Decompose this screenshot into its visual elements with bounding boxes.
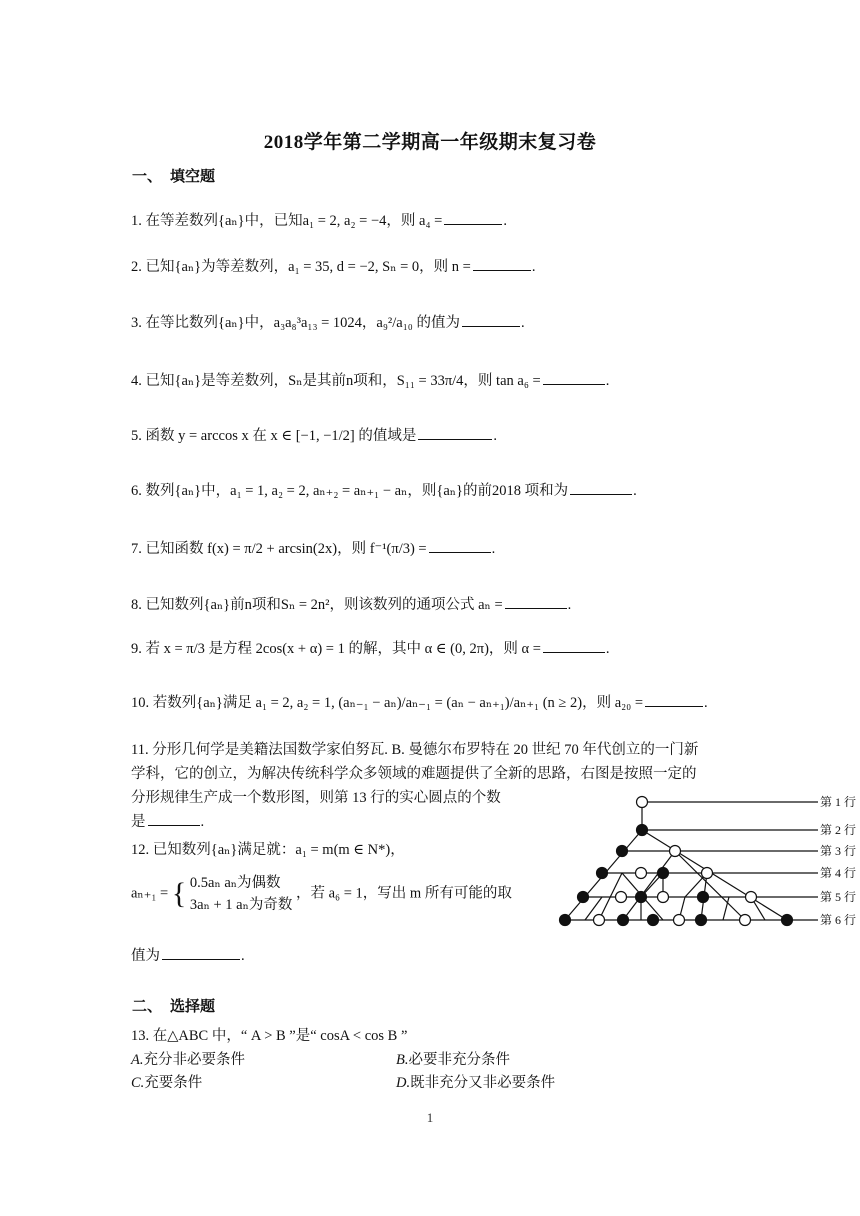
- question-text: 6. 数列{aₙ}中，a₁ = 1, a₂ = 2, aₙ₊₂ = aₙ₊₁ − aₙ，则{aₙ}的前2018 项和为: [131, 483, 569, 499]
- solid-dot: [658, 868, 669, 879]
- question-text: 7. 已知函数 f(x) = π/2 + arcsin(2x)，则 f⁻¹(π/3) =: [131, 541, 427, 557]
- question-4: 4. 已知{aₙ}是等差数列，Sₙ是其前n项和，S₁₁ = 33π/4，则 tan a₆ = .: [131, 370, 609, 391]
- answer-blank: [444, 210, 502, 225]
- formula-case-2: 3aₙ + 1 aₙ为奇数: [189, 897, 293, 913]
- question-text: 5. 函数 y = arccos x 在 x ∈ [−1, −1/2] 的值域是: [131, 428, 417, 444]
- option-d: D.既非充分又非必要条件: [396, 1075, 556, 1091]
- hollow-dot: [746, 892, 757, 903]
- answer-blank: [429, 538, 491, 553]
- brace-symbol: {: [171, 877, 187, 910]
- section-label: 填空题: [170, 169, 216, 185]
- row-label: 第 4 行: [820, 866, 857, 880]
- question-11: 11. 分形几何学是美籍法国数学家伯努瓦. B. 曼德尔布罗特在 20 世纪 70 年代创立的一门新 学科，它的创立，为解决传统科学众多领域的难题提供了全新的思路，右图是按照一定的 分形规律生产成一个数形图，则第 13 行的实心圆点的个数 是 .: [131, 738, 731, 834]
- hollow-dot: [637, 797, 648, 808]
- hollow-dot: [674, 915, 685, 926]
- question-text: 10. 若数列{aₙ}满足 a₁ = 2, a₂ = 1, (aₙ₋₁ − aₙ)/aₙ₋₁ = (aₙ − aₙ₊₁)/aₙ₊₁ (n ≥ 2)，则 a₂₀ =: [131, 695, 644, 711]
- option-c: C.充要条件: [131, 1075, 203, 1091]
- row-label: 第 3 行: [820, 844, 857, 858]
- hollow-dot: [594, 915, 605, 926]
- option-b: B.必要非充分条件: [396, 1052, 510, 1068]
- hollow-dot: [740, 915, 751, 926]
- hollow-dot: [616, 892, 627, 903]
- section-number: 二、: [132, 999, 163, 1015]
- question-11-line-4: 是: [131, 814, 146, 830]
- question-text: 9. 若 x = π/3 是方程 2cos(x + α) = 1 的解，其中 α ∈ (0, 2π)，则 α =: [131, 641, 541, 657]
- solid-dot: [637, 825, 648, 836]
- formula-cases: [190, 872, 292, 916]
- question-text: 3. 在等比数列{aₙ}中，a₃a₈³a₁₃ = 1024，a₉²/a₁₀ 的值为: [131, 315, 460, 331]
- answer-blank: [148, 811, 200, 826]
- answer-blank: [543, 638, 605, 653]
- hollow-dot: [636, 868, 647, 879]
- question-text: 2. 已知{aₙ}为等差数列，a₁ = 35, d = −2, Sₙ = 0，则 n =: [131, 259, 471, 275]
- question-1: 1. 在等差数列{aₙ}中，已知a₁ = 2, a₂ = −4，则 a₄ = .: [131, 210, 507, 231]
- formula-lhs: aₙ₊₁ =: [131, 885, 169, 902]
- answer-blank: [462, 312, 520, 327]
- answer-blank: [162, 945, 240, 960]
- question-6: 6. 数列{aₙ}中，a₁ = 1, a₂ = 2, aₙ₊₂ = aₙ₊₁ − aₙ，则{aₙ}的前2018 项和为 .: [131, 480, 637, 501]
- section-number: 一、: [132, 169, 163, 185]
- hollow-dot: [702, 868, 713, 879]
- answer-blank: [570, 480, 632, 495]
- solid-dot: [560, 915, 571, 926]
- answer-blank: [505, 594, 567, 609]
- row-label: 第 1 行: [820, 795, 857, 809]
- solid-dot: [597, 868, 608, 879]
- question-11-line-2: 学科，它的创立，为解决传统科学众多领域的难题提供了全新的思路，右图是按照一定的: [131, 766, 697, 782]
- question-5: 5. 函数 y = arccos x 在 x ∈ [−1, −1/2] 的值域是 .: [131, 425, 497, 446]
- question-3: 3. 在等比数列{aₙ}中，a₃a₈³a₁₃ = 1024，a₉²/a₁₀ 的值为 .: [131, 312, 525, 333]
- question-10: 10. 若数列{aₙ}满足 a₁ = 2, a₂ = 1, (aₙ₋₁ − aₙ)/aₙ₋₁ = (aₙ − aₙ₊₁)/aₙ₊₁ (n ≥ 2)，则 a₂₀ = .: [131, 692, 708, 713]
- answer-blank: [645, 692, 703, 707]
- option-a: A.充分非必要条件: [131, 1052, 245, 1068]
- page-title: 2018学年第二学期高一年级期末复习卷: [263, 132, 597, 153]
- question-13-stem: 13. 在△ABC 中，“ A > B ”是“ cosA < cos B ”: [131, 1028, 408, 1044]
- formula-case-1: 0.5aₙ aₙ为偶数: [189, 875, 281, 891]
- formula-tail: ，若 a₆ = 1，写出 m 所有可能的取: [296, 885, 512, 902]
- question-12-line-1: 12. 已知数列{aₙ}满足就：a₁ = m(m ∈ N*)，: [131, 842, 405, 858]
- question-text: 4. 已知{aₙ}是等差数列，Sₙ是其前n项和，S₁₁ = 33π/4，则 tan a₆ =: [131, 373, 541, 389]
- question-12-tail: 值为: [131, 948, 160, 964]
- solid-dot: [636, 892, 647, 903]
- answer-blank: [473, 256, 531, 271]
- solid-dot: [618, 915, 629, 926]
- section-multiple-choice: [132, 995, 215, 1016]
- section-label: 选择题: [170, 999, 216, 1015]
- solid-dot: [578, 892, 589, 903]
- question-9: 9. 若 x = π/3 是方程 2cos(x + α) = 1 的解，其中 α ∈ (0, 2π)，则 α = .: [131, 638, 610, 659]
- solid-dot: [648, 915, 659, 926]
- section-fill-in: [132, 165, 215, 186]
- question-text: 1. 在等差数列{aₙ}中，已知a₁ = 2, a₂ = −4，则 a₄ =: [131, 213, 443, 229]
- question-11-line-3: 分形规律生产成一个数形图，则第 13 行的实心圆点的个数: [131, 790, 501, 806]
- answer-blank: [418, 425, 492, 440]
- question-12-formula: [131, 872, 512, 916]
- row-label: 第 2 行: [820, 823, 857, 837]
- question-text: 8. 已知数列{aₙ}前n项和Sₙ = 2n²，则该数列的通项公式 aₙ =: [131, 597, 503, 613]
- solid-dot: [782, 915, 793, 926]
- hollow-dot: [658, 892, 669, 903]
- hollow-dot: [670, 846, 681, 857]
- question-2: 2. 已知{aₙ}为等差数列，a₁ = 35, d = −2, Sₙ = 0，则 n = .: [131, 256, 535, 277]
- solid-dot: [698, 892, 709, 903]
- page-number: 1: [426, 1110, 434, 1125]
- solid-dot: [617, 846, 628, 857]
- row-label: 第 5 行: [820, 890, 857, 904]
- fractal-figure: [555, 790, 860, 955]
- row-label: 第 6 行: [820, 913, 857, 927]
- question-7: 7. 已知函数 f(x) = π/2 + arcsin(2x)，则 f⁻¹(π/3) = .: [131, 538, 495, 559]
- answer-blank: [543, 370, 605, 385]
- question-12-line-3: 值为 .: [131, 944, 245, 965]
- question-11-line-1: 11. 分形几何学是美籍法国数学家伯努瓦. B. 曼德尔布罗特在 20 世纪 70 年代创立的一门新: [131, 742, 699, 758]
- question-8: 8. 已知数列{aₙ}前n项和Sₙ = 2n²，则该数列的通项公式 aₙ = .: [131, 594, 571, 615]
- solid-dot: [696, 915, 707, 926]
